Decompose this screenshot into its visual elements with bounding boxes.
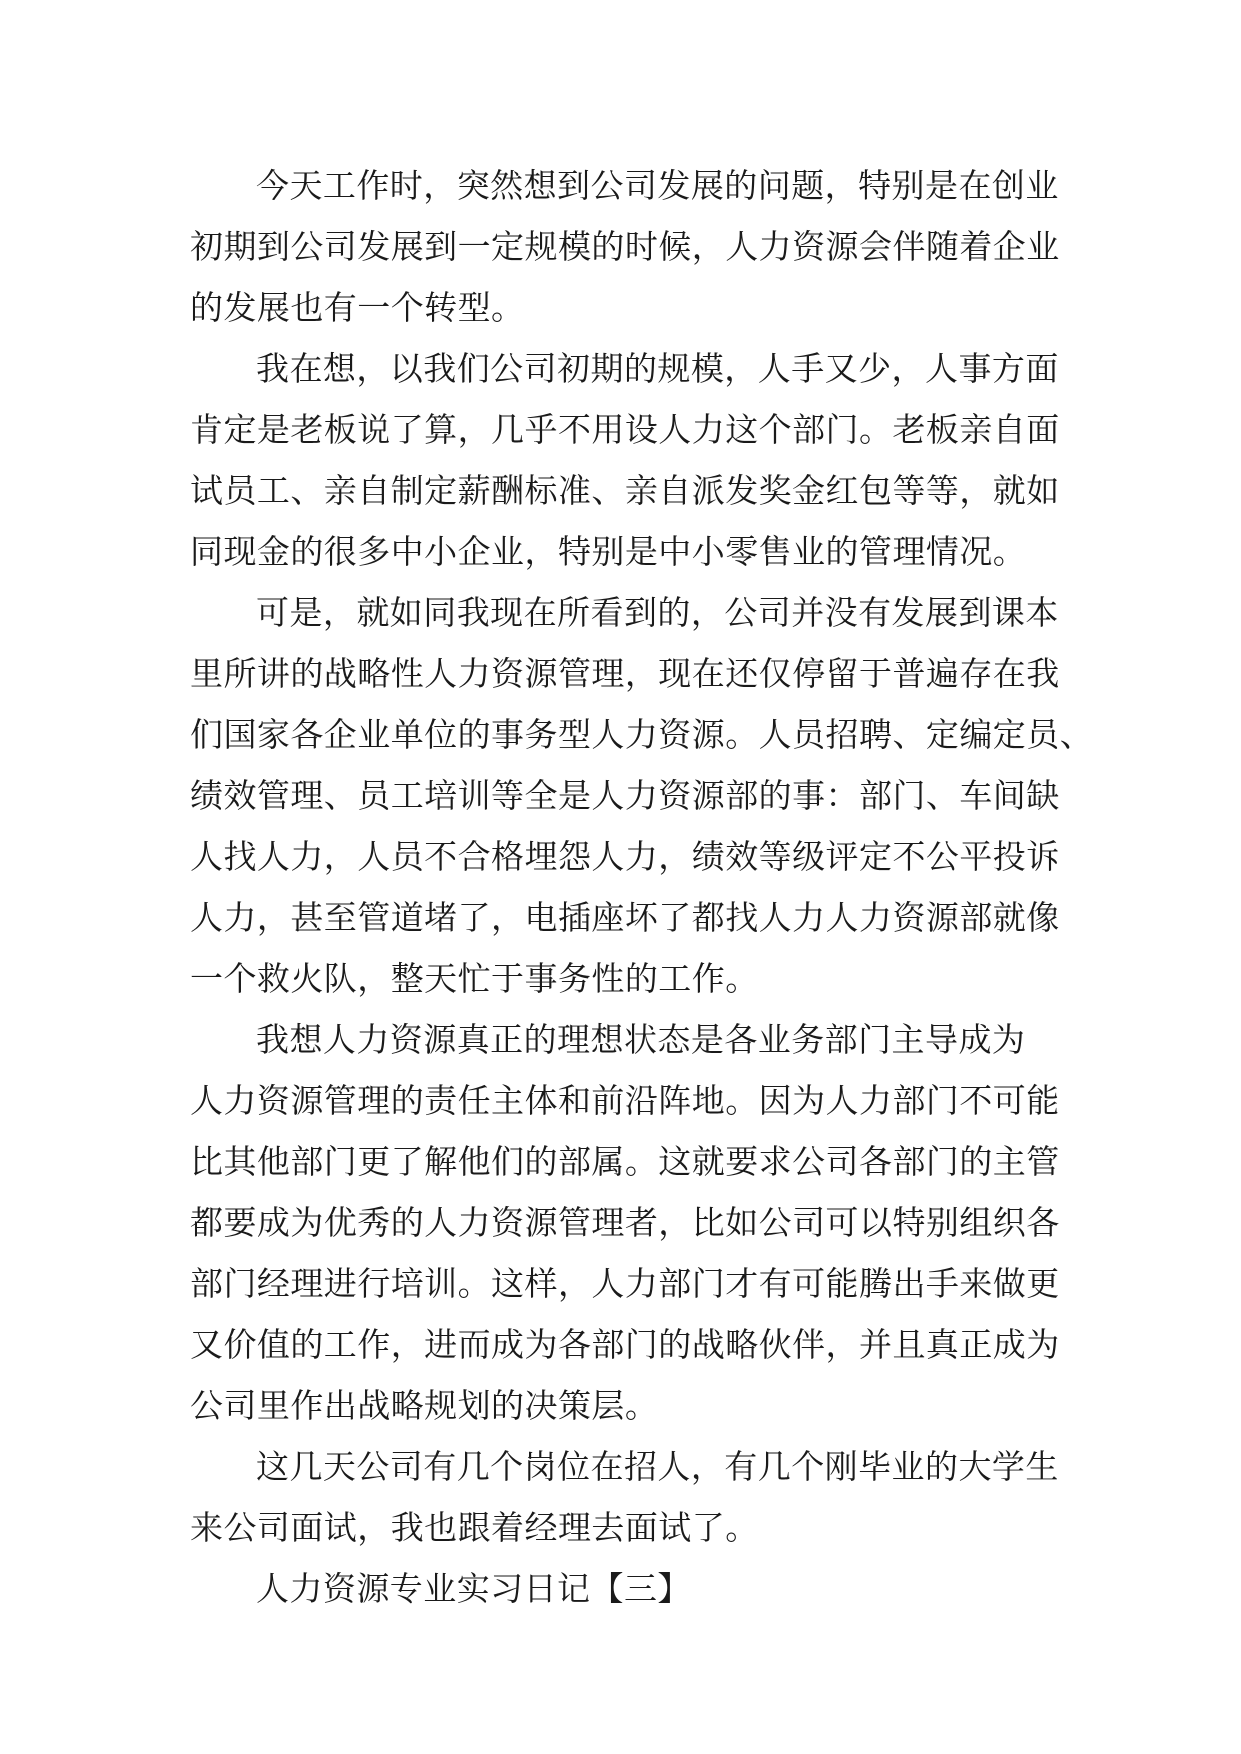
paragraph-1 bbox=[190, 155, 1060, 338]
text-line: 肯定是老板说了算，几乎不用设人力这个部门。老板亲自面 bbox=[190, 410, 1060, 449]
text-line: 部门经理进行培训。这样，人力部门才有可能腾出手来做更 bbox=[190, 1264, 1060, 1303]
text-line: 比其他部门更了解他们的部属。这就要求公司各部门的主管 bbox=[190, 1142, 1060, 1181]
text-line: 人力，甚至管道堵了，电插座坏了都找人力人力资源部就像 bbox=[190, 898, 1060, 937]
section-heading: 人力资源专业实习日记【三】 bbox=[256, 1569, 691, 1608]
text-line: 可是，就如同我现在所看到的，公司并没有发展到课本 bbox=[256, 593, 1059, 632]
text-line: 们国家各企业单位的事务型人力资源。人员招聘、定编定员、 bbox=[190, 715, 1094, 754]
text-line: 试员工、亲自制定薪酬标准、亲自派发奖金红包等等，就如 bbox=[190, 471, 1060, 510]
text-line: 绩效管理、员工培训等全是人力资源部的事：部门、车间缺 bbox=[190, 776, 1060, 815]
text-line: 人找人力，人员不合格埋怨人力，绩效等级评定不公平投诉 bbox=[190, 837, 1060, 876]
text-line: 又价值的工作，进而成为各部门的战略伙伴，并且真正成为 bbox=[190, 1325, 1060, 1364]
text-line: 我想人力资源真正的理想状态是各业务部门主导成为 bbox=[256, 1020, 1026, 1059]
paragraph-2 bbox=[190, 338, 1060, 582]
text-line: 这几天公司有几个岗位在招人，有几个刚毕业的大学生 bbox=[256, 1447, 1059, 1486]
paragraph-3 bbox=[190, 582, 1094, 1009]
text-line: 公司里作出战略规划的决策层。 bbox=[190, 1386, 659, 1425]
text-line: 都要成为优秀的人力资源管理者，比如公司可以特别组织各 bbox=[190, 1203, 1060, 1242]
text-line: 的发展也有一个转型。 bbox=[190, 288, 525, 327]
text-line: 今天工作时，突然想到公司发展的问题，特别是在创业 bbox=[256, 166, 1059, 205]
document-body bbox=[190, 155, 1094, 1619]
text-line: 来公司面试，我也跟着经理去面试了。 bbox=[190, 1508, 759, 1547]
text-line: 初期到公司发展到一定规模的时候，人力资源会伴随着企业 bbox=[190, 227, 1060, 266]
paragraph-5 bbox=[190, 1436, 1059, 1558]
text-line: 一个救火队，整天忙于事务性的工作。 bbox=[190, 959, 759, 998]
text-line: 我在想，以我们公司初期的规模，人手又少，人事方面 bbox=[256, 349, 1059, 388]
paragraph-4 bbox=[190, 1009, 1060, 1436]
text-line: 里所讲的战略性人力资源管理，现在还仅停留于普遍存在我 bbox=[190, 654, 1060, 693]
text-line: 人力资源管理的责任主体和前沿阵地。因为人力部门不可能 bbox=[190, 1081, 1060, 1120]
text-line: 同现金的很多中小企业，特别是中小零售业的管理情况。 bbox=[190, 532, 1027, 571]
